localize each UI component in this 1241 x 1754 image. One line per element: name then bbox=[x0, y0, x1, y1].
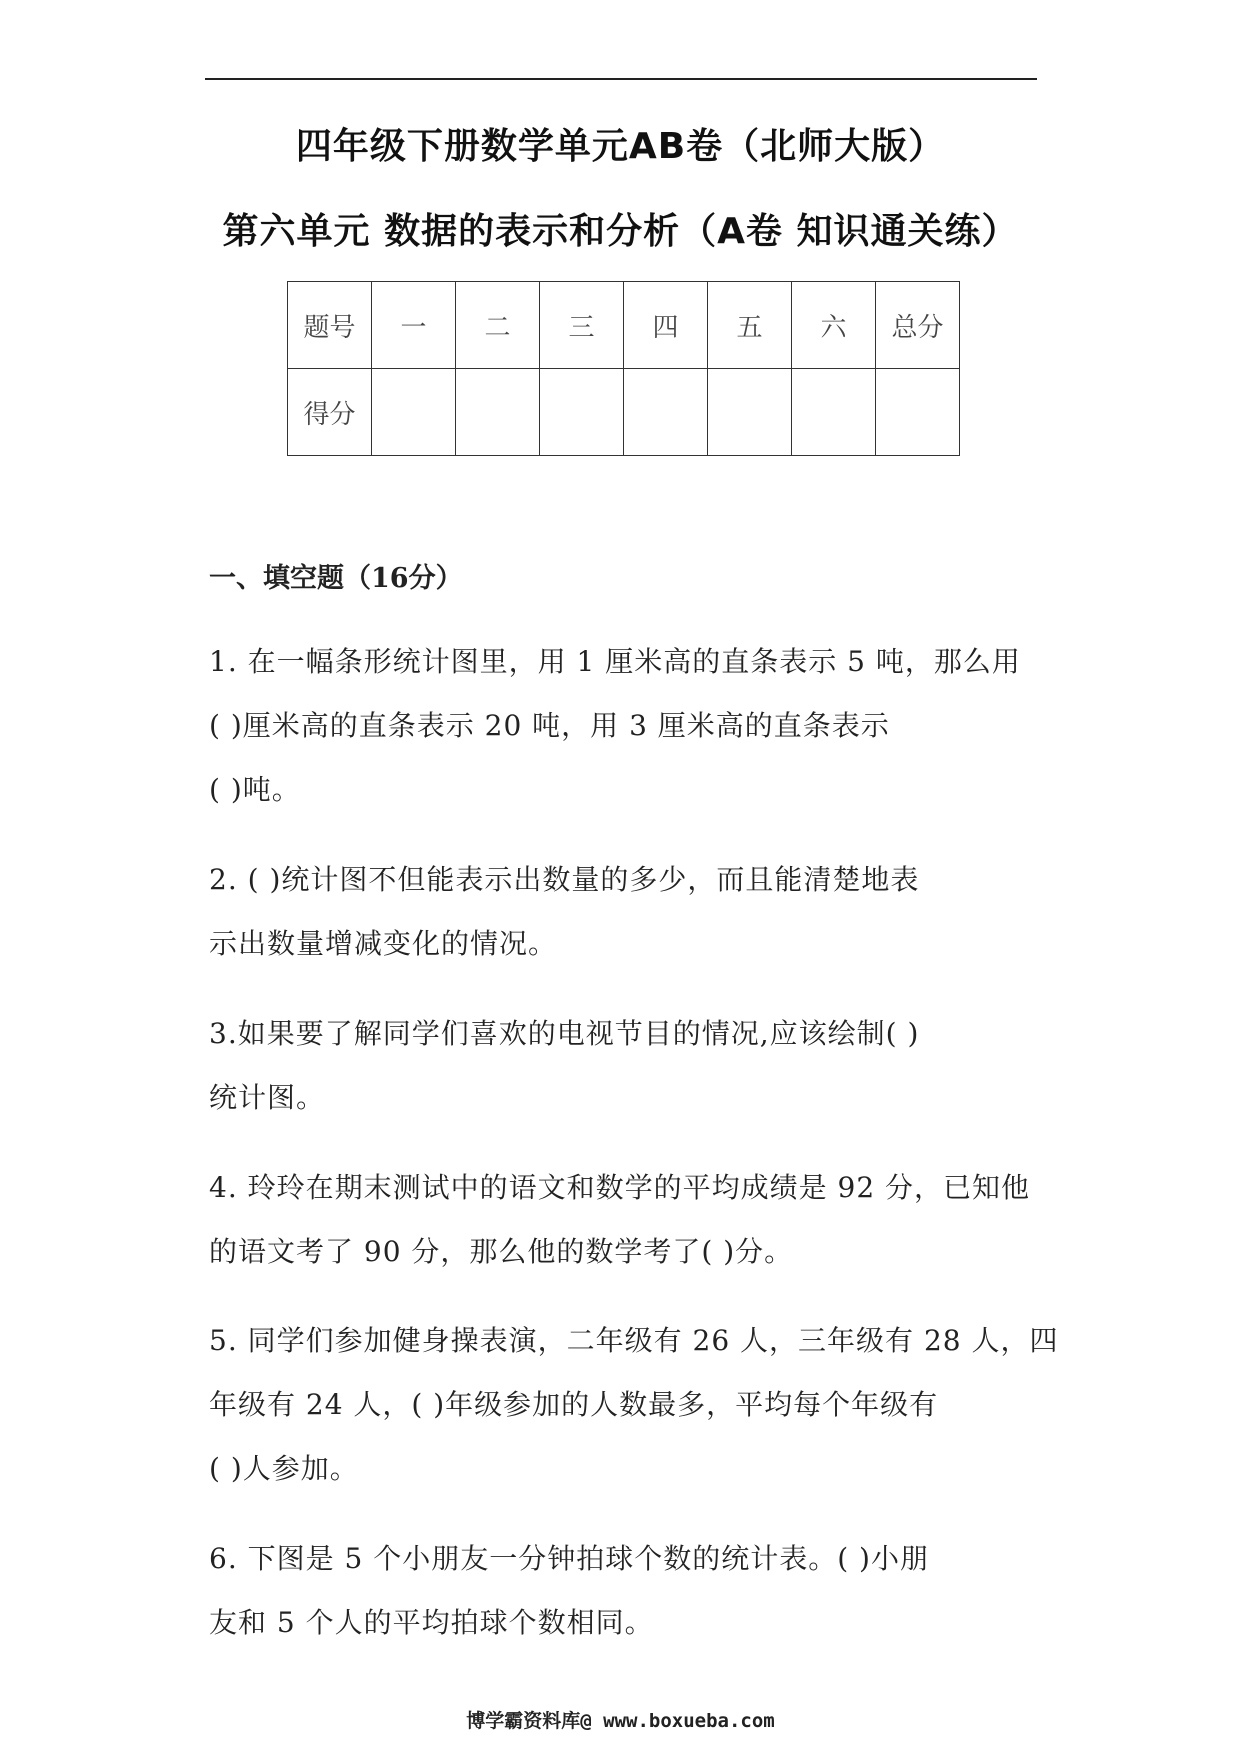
score-cell[interactable] bbox=[540, 369, 624, 456]
score-table-header-cell: 五 bbox=[708, 282, 792, 369]
question-2-line-2: 示出数量增减变化的情况。 bbox=[209, 927, 558, 960]
question-6-line-2: 友和 5 个人的平均拍球个数相同。 bbox=[209, 1606, 654, 1639]
score-table-header-cell: 题号 bbox=[288, 282, 372, 369]
question-4-line-2: 的语文考了 90 分，那么他的数学考了( )分。 bbox=[209, 1235, 794, 1268]
score-table-header-cell: 一 bbox=[372, 282, 456, 369]
document-title: 四年级下册数学单元AB卷（北师大版） bbox=[295, 126, 946, 167]
question-5-line-1: 5. 同学们参加健身操表演，二年级有 26 人，三年级有 28 人，四 bbox=[209, 1324, 1059, 1357]
score-table-header-cell: 六 bbox=[792, 282, 876, 369]
question-2-line-1: 2. ( )统计图不但能表示出数量的多少，而且能清楚地表 bbox=[209, 863, 920, 896]
score-table bbox=[287, 281, 960, 456]
score-table-score-row bbox=[288, 369, 960, 456]
score-cell[interactable] bbox=[708, 369, 792, 456]
footer-source: 博学霸资料库@ www.boxueba.com bbox=[466, 1710, 775, 1732]
score-cell[interactable] bbox=[624, 369, 708, 456]
score-table-header-cell: 三 bbox=[540, 282, 624, 369]
question-1-line-1: 1. 在一幅条形统计图里，用 1 厘米高的直条表示 5 吨，那么用 bbox=[209, 645, 1021, 678]
top-rule bbox=[205, 78, 1037, 80]
question-1-line-3: ( )吨。 bbox=[209, 773, 301, 806]
score-cell[interactable] bbox=[372, 369, 456, 456]
document-subtitle: 第六单元 数据的表示和分析（A卷 知识通关练） bbox=[222, 211, 1019, 252]
question-3-line-1: 3.如果要了解同学们喜欢的电视节目的情况,应该绘制( ) bbox=[209, 1017, 920, 1050]
score-table-header-row bbox=[288, 282, 960, 369]
score-table-header-cell: 总分 bbox=[876, 282, 960, 369]
score-cell[interactable] bbox=[876, 369, 960, 456]
score-table-header-cell: 二 bbox=[456, 282, 540, 369]
score-cell[interactable] bbox=[792, 369, 876, 456]
question-1-line-2: ( )厘米高的直条表示 20 吨，用 3 厘米高的直条表示 bbox=[209, 709, 890, 742]
section-heading-fill-in: 一、填空题（16分） bbox=[209, 563, 463, 594]
question-3-line-2: 统计图。 bbox=[209, 1081, 326, 1114]
question-5-line-2: 年级有 24 人，( )年级参加的人数最多，平均每个年级有 bbox=[209, 1388, 939, 1421]
question-6-line-1: 6. 下图是 5 个小朋友一分钟拍球个数的统计表。( )小朋 bbox=[209, 1542, 929, 1575]
score-row-label: 得分 bbox=[288, 369, 372, 456]
score-table-header-cell: 四 bbox=[624, 282, 708, 369]
question-4-line-1: 4. 玲玲在期末测试中的语文和数学的平均成绩是 92 分，已知他 bbox=[209, 1171, 1031, 1204]
score-cell[interactable] bbox=[456, 369, 540, 456]
question-5-line-3: ( )人参加。 bbox=[209, 1452, 359, 1485]
